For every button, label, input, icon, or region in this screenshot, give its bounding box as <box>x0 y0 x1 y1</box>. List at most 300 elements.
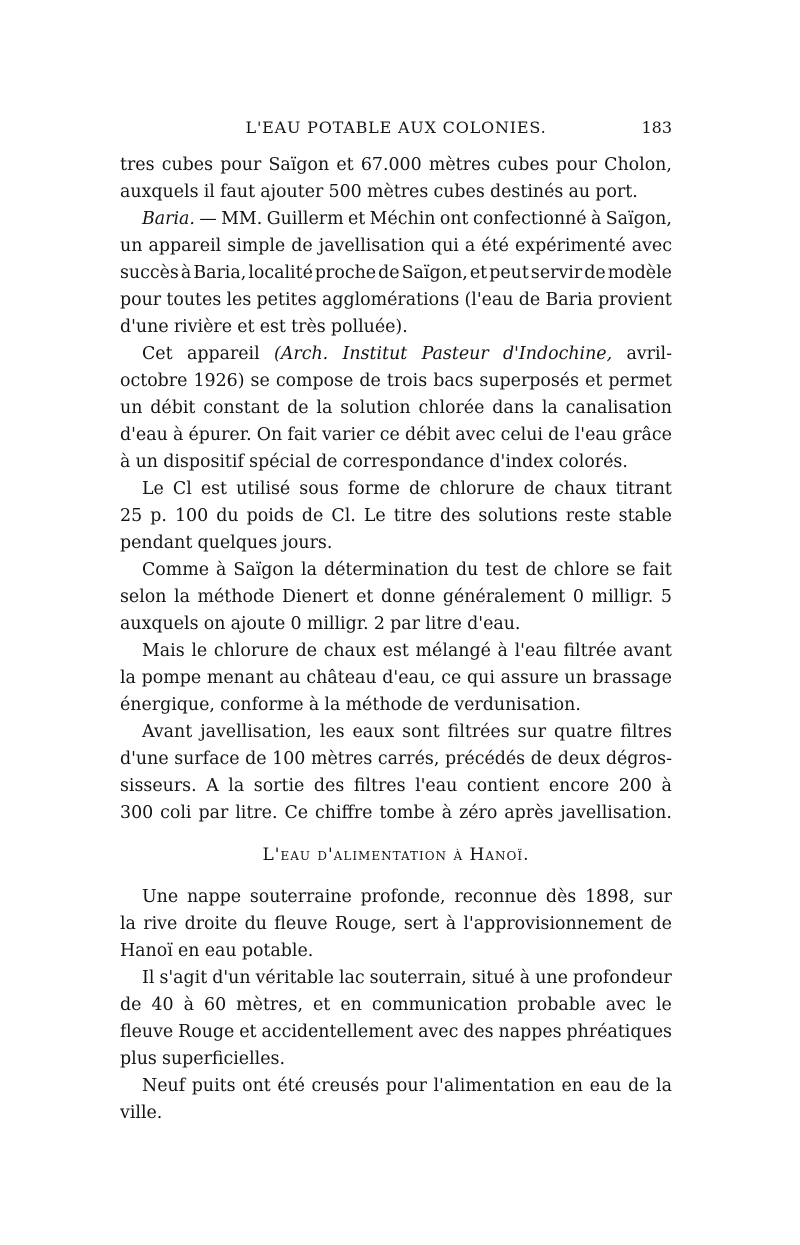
word: et <box>313 995 331 1015</box>
word: trois <box>386 371 428 391</box>
word: peut <box>489 263 529 283</box>
word: de <box>295 641 318 661</box>
word: à <box>519 968 531 988</box>
word: lac <box>338 968 365 988</box>
word: avec <box>418 1022 459 1042</box>
word: Rouge, <box>334 914 397 934</box>
word: à <box>183 995 194 1015</box>
word: 1926) <box>193 371 245 391</box>
word: Le <box>142 479 164 499</box>
text-line <box>120 719 672 746</box>
word: 100 <box>272 749 306 769</box>
word: filtres <box>620 722 672 742</box>
word: et <box>237 317 255 337</box>
word: toutes <box>166 290 222 310</box>
word: de <box>315 452 338 472</box>
word: pour <box>220 155 262 175</box>
word: méthode <box>197 587 275 607</box>
word: d'une <box>120 317 169 337</box>
word: port. <box>595 182 638 202</box>
word: à <box>445 914 457 934</box>
word: quatre <box>554 722 613 742</box>
word: correspondance <box>342 452 485 472</box>
word: qui <box>467 668 495 688</box>
word: Saïgon, <box>401 263 468 283</box>
text-line <box>120 395 672 422</box>
word: (Arch. <box>274 344 329 364</box>
word: et <box>347 209 366 229</box>
word: milligr. <box>306 614 369 634</box>
word: chaux <box>554 479 607 499</box>
word: la <box>120 914 136 934</box>
word: sert <box>403 914 439 934</box>
word: à <box>216 560 227 580</box>
word: Il <box>142 968 155 988</box>
word: agglomérations <box>321 290 460 310</box>
word: 200 <box>618 776 652 796</box>
word: Cl <box>172 479 192 499</box>
word: et <box>469 263 488 283</box>
word: avec <box>605 995 646 1015</box>
word: chlorure <box>439 479 515 499</box>
word: il <box>203 182 215 202</box>
word: forme <box>347 479 400 499</box>
word: de <box>408 479 431 499</box>
word: plus <box>120 1049 157 1069</box>
word: chlorure <box>213 641 289 661</box>
word: Comme <box>142 560 210 580</box>
word: phréatiques <box>566 1022 672 1042</box>
text-line <box>120 476 672 503</box>
word: accidentellement <box>261 1022 414 1042</box>
word: reconnue <box>454 887 538 907</box>
word: d'eau <box>120 425 168 445</box>
word: bacs <box>433 371 474 391</box>
word: au <box>568 182 591 202</box>
word: puits <box>191 1076 236 1096</box>
word: filtrée <box>563 641 617 661</box>
word: à <box>308 695 320 715</box>
word: titrant <box>615 479 672 499</box>
word: est <box>259 317 286 337</box>
word: dans <box>492 398 534 418</box>
word: octobre <box>120 371 188 391</box>
text-line <box>120 773 672 800</box>
word: mélangé <box>415 641 491 661</box>
word: On <box>256 425 283 445</box>
word: zéro <box>459 803 498 823</box>
word: généralement <box>442 587 566 607</box>
text-line <box>120 287 672 314</box>
word: nappe <box>186 887 242 907</box>
word: est <box>382 641 409 661</box>
word: 100 <box>174 506 209 526</box>
word: auxquels <box>120 182 199 202</box>
word: en <box>561 1076 583 1096</box>
word: 5 <box>660 587 672 607</box>
word: milligr. <box>591 587 654 607</box>
word: la <box>316 398 333 418</box>
running-title: L'EAU POTABLE AUX COLONIES. <box>245 118 547 137</box>
word: d'Indochine, <box>503 344 613 364</box>
word: servir <box>530 263 583 283</box>
word: ajoute <box>230 614 286 634</box>
word: Hanoï <box>120 941 173 961</box>
word: du <box>216 506 239 526</box>
word: des <box>313 776 345 796</box>
word: véritable <box>255 968 334 988</box>
word: mètres <box>366 182 429 202</box>
word: les <box>226 290 252 310</box>
word: au <box>279 668 301 688</box>
word: Pasteur <box>421 344 489 364</box>
word: 300 <box>120 803 154 823</box>
word: Baria, <box>193 263 247 283</box>
word: conforme <box>220 695 304 715</box>
word: qui <box>430 236 459 256</box>
word: d'eau. <box>467 614 521 634</box>
word: varier <box>321 425 375 445</box>
word: expérimenté <box>514 236 626 256</box>
word: de <box>584 263 606 283</box>
word: de <box>245 749 267 769</box>
word: 0 <box>572 587 584 607</box>
word: l'eau <box>514 641 557 661</box>
word: test <box>485 560 519 580</box>
word: Neuf <box>142 1076 186 1096</box>
word: pour <box>120 290 162 310</box>
text-line <box>120 206 672 233</box>
word: MM. <box>221 209 263 229</box>
page-number: 183 <box>641 118 672 137</box>
word: la <box>324 695 341 715</box>
text-line <box>120 911 672 938</box>
word: coli <box>160 803 192 823</box>
word: une <box>535 968 568 988</box>
word: chlorée <box>418 398 485 418</box>
section-heading: L'eau d'alimentation à Hanoï. <box>262 845 530 865</box>
word: ce <box>441 668 462 688</box>
word: souterrain, <box>369 968 467 988</box>
word: des <box>440 506 471 526</box>
word: à <box>180 263 192 283</box>
word: contient <box>466 776 540 796</box>
word: par <box>390 614 420 634</box>
text-line <box>120 557 672 584</box>
word: la <box>541 398 558 418</box>
word: détermination <box>323 560 449 580</box>
word: de <box>523 479 546 499</box>
word: tres <box>120 155 155 175</box>
word: très <box>291 317 326 337</box>
word: probable <box>517 995 596 1015</box>
word: chiffre <box>315 803 373 823</box>
word: Institut <box>342 344 408 364</box>
word: les <box>319 722 345 742</box>
word: la <box>228 776 245 796</box>
word: eau <box>589 1076 622 1096</box>
word: et <box>356 587 374 607</box>
word: après <box>504 803 554 823</box>
word: p. <box>150 506 167 526</box>
word: solution <box>340 398 411 418</box>
word: se <box>250 371 270 391</box>
word: 67.000 <box>360 155 422 175</box>
word: brassage <box>592 668 672 688</box>
word: localité <box>248 263 313 283</box>
text-line <box>120 341 672 368</box>
word: Mais <box>142 641 185 661</box>
word: sur <box>643 887 672 907</box>
word: de <box>359 371 381 391</box>
word: la <box>120 668 136 688</box>
word: à <box>661 776 672 796</box>
text-line <box>120 800 672 827</box>
word: l'eau <box>574 425 617 445</box>
word: grâce <box>622 425 672 445</box>
text-line <box>120 611 672 638</box>
text-line <box>120 368 672 395</box>
word: javellisation, <box>200 722 312 742</box>
word: — <box>199 209 217 229</box>
word: de <box>530 749 553 769</box>
word: à <box>172 425 184 445</box>
word: est <box>200 479 228 499</box>
word: ce <box>379 425 400 445</box>
word: potable. <box>241 941 314 961</box>
word: Saïgon <box>268 155 330 175</box>
word: de <box>525 560 547 580</box>
text-line <box>120 1100 672 1127</box>
word: ville. <box>120 1103 163 1123</box>
word: permet <box>608 371 672 391</box>
word: carrés, <box>377 749 440 769</box>
word: de <box>301 506 324 526</box>
word: utilisé <box>236 479 291 499</box>
word: et <box>585 371 603 391</box>
word: pour <box>555 155 597 175</box>
word: Cholon, <box>604 155 672 175</box>
word: dégros- <box>605 749 672 769</box>
word: (l'eau <box>464 290 514 310</box>
word: mètres <box>428 155 491 175</box>
word: chaux <box>323 641 377 661</box>
text-line <box>120 260 672 287</box>
word: débit <box>404 425 451 445</box>
word: un <box>120 236 143 256</box>
word: l'alimentation <box>433 1076 555 1096</box>
word: Ce <box>284 803 309 823</box>
word: cubes <box>161 155 214 175</box>
word: sisseurs. <box>120 776 197 796</box>
word: constant <box>203 398 280 418</box>
word: succès <box>120 263 179 283</box>
word: 0 <box>290 614 302 634</box>
text-line <box>120 1073 672 1100</box>
word: donne <box>380 587 436 607</box>
word: et <box>239 1022 257 1042</box>
text-line <box>120 638 672 665</box>
word: profonde, <box>360 887 446 907</box>
word: Guillerm <box>266 209 344 229</box>
word: mètres, <box>236 995 303 1015</box>
word: épurer. <box>188 425 252 445</box>
word: mètres <box>310 749 373 769</box>
word: quelques <box>197 533 278 553</box>
word: deux <box>557 749 601 769</box>
word: encore <box>548 776 610 796</box>
word: de <box>287 398 309 418</box>
word: en <box>178 941 200 961</box>
word: se <box>616 560 636 580</box>
word: précédés <box>444 749 526 769</box>
word: communication <box>371 995 508 1015</box>
word: cubes <box>497 155 549 175</box>
text-line <box>120 422 672 449</box>
word: un <box>120 398 143 418</box>
word: ajouter <box>260 182 324 202</box>
word: a <box>464 236 476 256</box>
word: creusés <box>311 1076 380 1096</box>
word: méthode <box>345 695 423 715</box>
text-line <box>120 503 672 530</box>
word: 25 <box>120 506 143 526</box>
text-line <box>120 884 672 911</box>
body-text <box>120 152 672 1127</box>
word: de <box>650 914 672 934</box>
word: reste <box>565 506 611 526</box>
word: la <box>656 1076 672 1096</box>
word: d'index <box>489 452 554 472</box>
word: 2 <box>373 614 385 634</box>
word: stable <box>618 506 672 526</box>
word: de <box>548 425 570 445</box>
word: provient <box>598 290 672 310</box>
word: rive <box>143 914 178 934</box>
word: sortie <box>253 776 305 796</box>
word: A <box>206 776 219 796</box>
word: surface <box>174 749 240 769</box>
word: l'approvisionnement <box>463 914 644 934</box>
word: du <box>244 914 267 934</box>
word: nappes <box>498 1022 562 1042</box>
word: Baria <box>545 290 593 310</box>
word: pour <box>385 1076 427 1096</box>
word: profondeur <box>572 968 672 988</box>
text-line <box>120 992 672 1019</box>
word: fleuve <box>120 1022 174 1042</box>
text-line <box>120 314 672 341</box>
word: à <box>497 641 508 661</box>
word: on <box>203 614 226 634</box>
running-head <box>120 118 672 144</box>
word: sur <box>517 722 547 742</box>
word: de <box>427 695 450 715</box>
word: fait <box>287 425 317 445</box>
word: à <box>120 452 131 472</box>
text-line <box>120 530 672 557</box>
word: filtres <box>353 776 406 796</box>
word: Baria. <box>142 209 195 229</box>
word: menant <box>206 668 274 688</box>
word: 500 <box>328 182 362 202</box>
word: celui <box>500 425 543 445</box>
word: litre. <box>235 803 278 823</box>
word: Saïgon, <box>605 209 672 229</box>
word: 60 <box>204 995 227 1015</box>
text-line <box>120 233 672 260</box>
word: appareil <box>186 344 260 364</box>
word: à <box>441 803 453 823</box>
word: des <box>463 1022 494 1042</box>
word: Une <box>142 887 179 907</box>
word: avec <box>631 236 672 256</box>
word: d'eau, <box>382 668 436 688</box>
word: eaux <box>352 722 395 742</box>
text-line <box>120 692 672 719</box>
word: modèle <box>607 263 672 283</box>
word: un <box>135 452 158 472</box>
word: souterraine <box>249 887 352 907</box>
word: pompe <box>141 668 202 688</box>
word: compose <box>275 371 354 391</box>
word: filtrées <box>447 722 510 742</box>
word: ont <box>439 209 469 229</box>
text-line <box>120 1046 672 1073</box>
word: avant <box>623 641 672 661</box>
word: d'un <box>212 968 251 988</box>
word: polluée). <box>330 317 408 337</box>
word: la <box>174 587 190 607</box>
word: destinés <box>490 182 564 202</box>
word: et <box>336 155 354 175</box>
word: de <box>120 995 142 1015</box>
word: du <box>455 560 479 580</box>
word: avril- <box>626 344 672 364</box>
word: assure <box>500 668 559 688</box>
word: spécial <box>249 452 311 472</box>
word: le <box>656 995 672 1015</box>
word: de <box>628 1076 650 1096</box>
word: chlore <box>553 560 610 580</box>
word: dès <box>545 887 577 907</box>
word: de <box>291 236 313 256</box>
word: faut <box>220 182 256 202</box>
word: 40 <box>151 995 174 1015</box>
word: par <box>198 803 229 823</box>
word: auxquels <box>120 614 199 634</box>
word: simple <box>227 236 286 256</box>
word: débit <box>150 398 196 418</box>
word: de <box>378 263 400 283</box>
word: Méchin <box>369 209 436 229</box>
word: colorés. <box>558 452 628 472</box>
word: Rouge <box>178 1022 235 1042</box>
text-line <box>120 152 672 179</box>
word: pendant <box>120 533 193 553</box>
word: été <box>277 1076 305 1096</box>
word: sont <box>402 722 440 742</box>
word: été <box>481 236 509 256</box>
word: Cet <box>142 344 173 364</box>
word: fait <box>642 560 672 580</box>
word: un <box>564 668 587 688</box>
word: canalisation <box>565 398 672 418</box>
text-line <box>120 746 672 773</box>
word: javellisation <box>318 236 425 256</box>
text-line <box>120 1019 672 1046</box>
word: cubes <box>433 182 485 202</box>
